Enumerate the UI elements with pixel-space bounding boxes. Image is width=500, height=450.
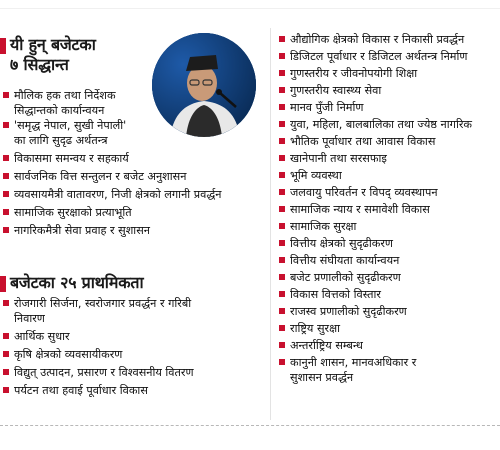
list-item: नागरिकमैत्री सेवा प्रवाह र सुशासन [2,223,221,238]
heading-accent-bar [0,38,6,54]
list-item: आर्थिक सुधार [2,329,194,344]
list-item-continuation: निवारण [14,312,45,325]
bullet-square [3,387,9,393]
bullet-square [3,369,9,375]
list-item: वित्तीय क्षेत्रको सुदृढीकरण [278,236,472,251]
bullet-square [279,342,285,348]
bullet-square [279,291,285,297]
list-item: गुणस्तरीय स्वास्थ्य सेवा [278,83,472,98]
bullet-square [279,308,285,314]
bullet-square [279,36,285,42]
bullet-square [3,122,9,128]
bullet-square [279,325,285,331]
bullet-square [3,209,9,215]
list-item: बजेट प्रणालीको सुदृढीकरण [278,270,472,285]
bullet-square [279,87,285,93]
priorities-list-right [278,32,472,385]
list-item: अन्तर्राष्ट्रिय सम्बन्ध [278,338,472,353]
bullet-square [279,274,285,280]
priorities-list-left [2,296,194,398]
list-item: सामाजिक न्याय र समावेशी विकास [278,202,472,217]
bullet-square [279,155,285,161]
list-item: युवा, महिला, बालबालिका तथा ज्येष्ठ नागरिक [278,117,472,132]
list-item: व्यवसायमैत्री वातावरण, निजी क्षेत्रको लगानी प्रवर्द्धन [2,187,221,202]
bullet-square [279,172,285,178]
principles-heading-line1: यी हुन् बजेटका [10,35,96,54]
list-item-continuation: का लागि सुदृढ अर्थतन्त्र [14,134,108,147]
bullet-square [3,173,9,179]
list-item: विकासमा समन्वय र सहकार्य [2,151,221,166]
bullet-square [279,121,285,127]
list-item: गुणस्तरीय र जीवनोपयोगी शिक्षा [278,66,472,81]
list-item: भौतिक पूर्वाधार तथा आवास विकास [278,134,472,149]
bullet-square [279,257,285,263]
list-item: कृषि क्षेत्रको व्यवसायीकरण [2,347,194,362]
list-item: मौलिक हक तथा निर्देशक [2,88,221,103]
list-item: कानुनी शासन, मानवअधिकार र [278,355,472,370]
bullet-square [279,53,285,59]
bullet-square [279,206,285,212]
bullet-square [279,104,285,110]
bullet-square [3,300,9,306]
bullet-square [279,189,285,195]
bottom-dashed-rule [0,425,500,426]
list-item: 'समृद्ध नेपाल, सुखी नेपाली' [2,118,221,133]
list-item: राष्ट्रिय सुरक्षा [278,321,472,336]
list-item: भूमि व्यवस्था [278,168,472,183]
list-item: खानेपानी तथा सरसफाइ [278,151,472,166]
list-item: वित्तीय संघीयता कार्यान्वयन [278,253,472,268]
list-item: सामाजिक सुरक्षा [278,219,472,234]
list-item-continuation: सुशासन प्रवर्द्धन [290,371,354,384]
bullet-square [3,227,9,233]
top-border [0,8,500,9]
list-item: पर्यटन तथा हवाई पूर्वाधार विकास [2,383,194,398]
list-item: सार्वजनिक वित्त सन्तुलन र बजेट अनुशासन [2,169,221,184]
list-item: मानव पुँजी निर्माण [278,100,472,115]
bullet-square [3,191,9,197]
bullet-square [279,359,285,365]
principles-heading-line2: ७ सिद्धान्त [10,55,69,75]
list-item: विकास वित्तको विस्तार [278,287,472,302]
bullet-square [279,70,285,76]
list-item-continuation: सिद्धान्तको कार्यान्वयन [14,104,105,117]
bullet-square [3,155,9,161]
list-item: औद्योगिक क्षेत्रको विकास र निकासी प्रवर्द्धन [278,32,472,47]
bullet-square [3,92,9,98]
list-item: डिजिटल पूर्वाधार र डिजिटल अर्थतन्त्र निर्माण [278,49,472,64]
list-item: सामाजिक सुरक्षाको प्रत्याभूति [2,205,221,220]
principles-list [2,88,221,238]
bullet-square [279,240,285,246]
bullet-square [3,351,9,357]
column-divider [270,28,271,420]
list-item: रोजगारी सिर्जना, स्वरोजगार प्रवर्द्धन र गरिबी [2,296,194,311]
bullet-square [279,138,285,144]
bullet-square [279,223,285,229]
principles-heading [10,36,96,75]
list-item: राजस्व प्रणालीको सुदृढीकरण [278,304,472,319]
priorities-heading: बजेटका २५ प्राथमिकता [10,273,144,292]
list-item: जलवायु परिवर्तन र विपद् व्यवस्थापन [278,185,472,200]
list-item: विद्युत् उत्पादन, प्रसारण र विश्वसनीय वितरण [2,365,194,380]
heading-accent-bar [0,276,6,292]
bullet-square [3,333,9,339]
